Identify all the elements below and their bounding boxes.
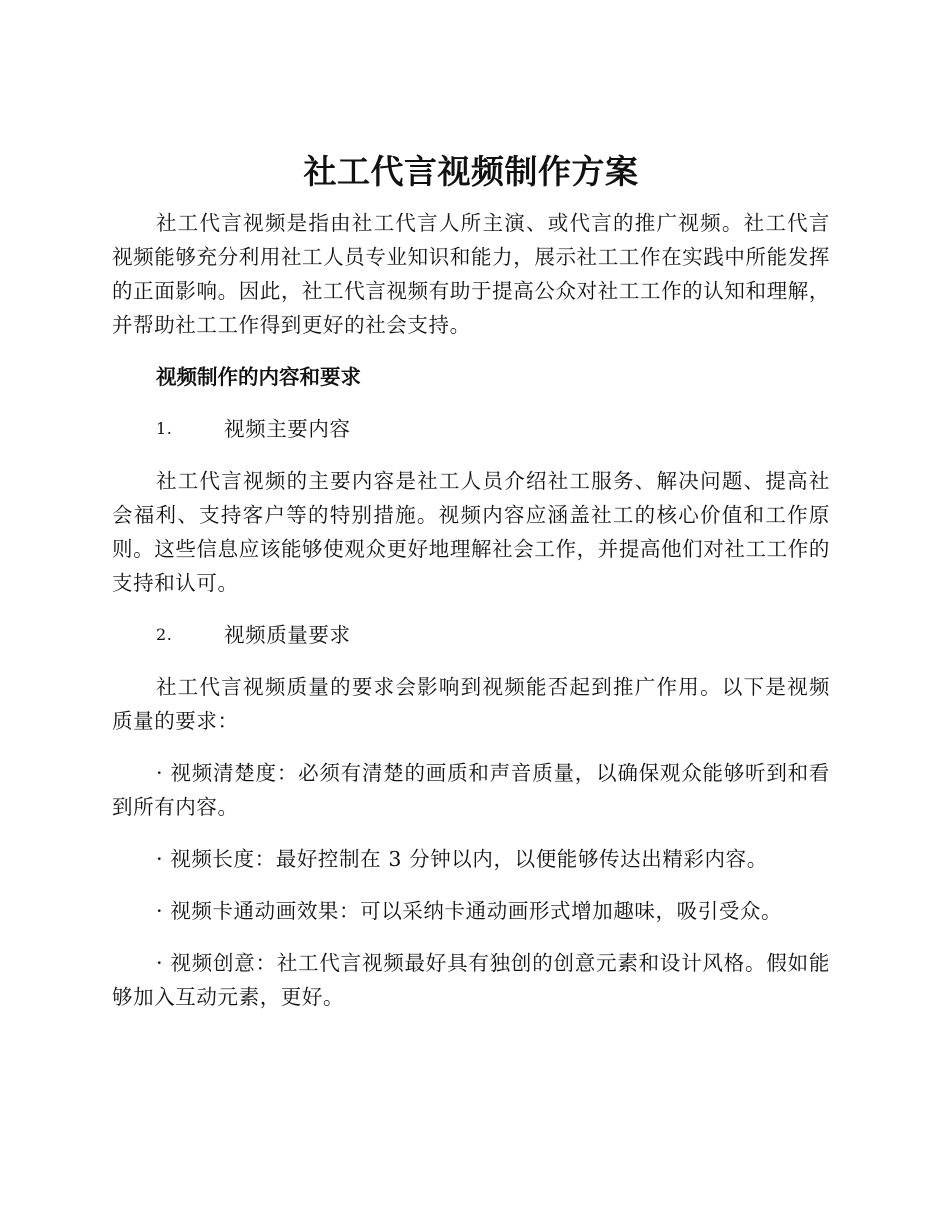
bullet-item: · 视频创意：社工代言视频最好具有独创的创意元素和设计风格。假如能够加入互动元素，更好。 bbox=[112, 951, 830, 1009]
numbered-item-1 bbox=[112, 412, 830, 446]
item-label: 视频质量要求 bbox=[224, 623, 351, 647]
section-heading: 视频制作的内容和要求 bbox=[156, 365, 361, 389]
intro-paragraph: 社工代言视频是指由社工代言人所主演、或代言的推广视频。社工代言视频能够充分利用社工人员专业知识和能力，展示社工工作在实践中所能发挥的正面影响。因此，社工代言视频有助于提高公众对社工工作的认知和理解，并帮助社工工作得到更好的社会支持。 bbox=[112, 211, 830, 337]
bullet-item: · 视频清楚度：必须有清楚的画质和声音质量，以确保观众能够听到和看到所有内容。 bbox=[112, 761, 830, 819]
item-number: 1. bbox=[156, 419, 173, 438]
item-label: 视频主要内容 bbox=[224, 417, 351, 441]
document-page bbox=[112, 148, 830, 1032]
bullet-item: · 视频卡通动画效果：可以采纳卡通动画形式增加趣味，吸引受众。 bbox=[156, 899, 783, 923]
bullet-item: · 视频长度：最好控制在 3 分钟以内，以便能够传达出精彩内容。 bbox=[156, 847, 768, 871]
document-title: 社工代言视频制作方案 bbox=[303, 152, 639, 191]
numbered-item-2 bbox=[112, 618, 830, 652]
content-paragraph: 社工代言视频的主要内容是社工人员介绍社工服务、解决问题、提高社会福利、支持客户等的特别措施。视频内容应涵盖社工的核心价值和工作原则。这些信息应该能够使观众更好地理解社会工作，并提高他们对社工工作的支持和认可。 bbox=[112, 469, 830, 595]
quality-paragraph: 社工代言视频质量的要求会影响到视频能否起到推广作用。以下是视频质量的要求： bbox=[112, 675, 830, 733]
item-number: 2. bbox=[156, 625, 173, 644]
